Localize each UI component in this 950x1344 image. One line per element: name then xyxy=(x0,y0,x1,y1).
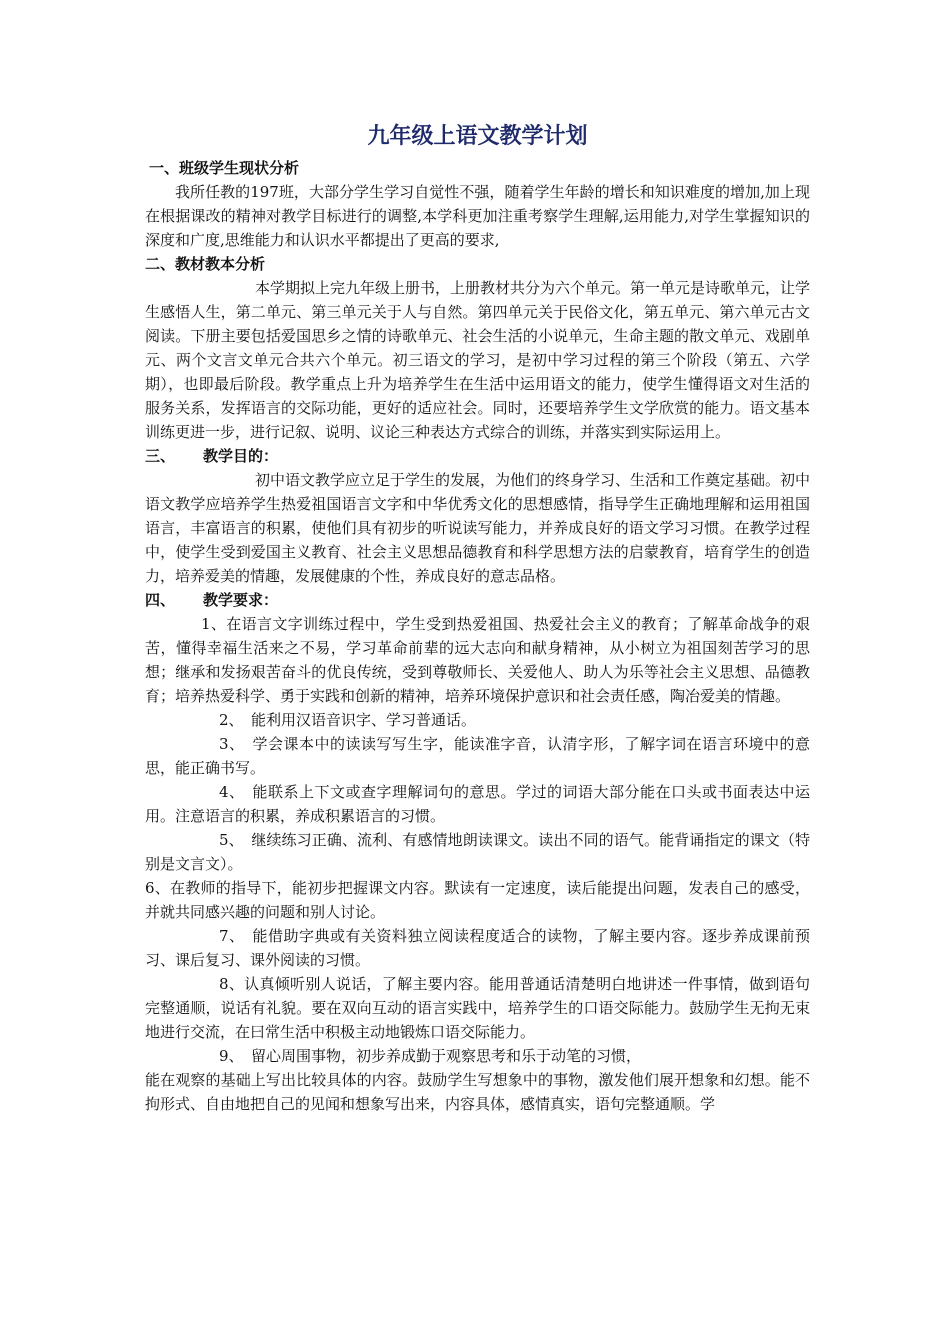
document-title: 九年级上语文教学计划 xyxy=(367,124,588,149)
requirement-item-2: 2、 能利用汉语音识字、学习普通话。 xyxy=(219,711,477,729)
section-paragraph-1: 我所任教的197班，大部分学生学习自觉性不强，随着学生年龄的增长和知识难度的增加,加上现在根据课改的精神对教学目标进行的调整,本学科更加注重考察学生理解,运用能力,对学生掌握知识的深度和广度,思维能力和认识水平都提出了更高的要求, xyxy=(145,183,810,249)
requirement-item-5: 5、 继续练习正确、流利、有感情地朗读课文。读出不同的语气。能背诵指定的课文（特别是文言文）。 xyxy=(145,831,810,873)
document-page xyxy=(145,120,810,1116)
requirement-item-9: 9、 留心周围事物，初步养成勤于观察思考和乐于动笔的习惯， xyxy=(219,1047,642,1065)
requirement-item-4: 4、 能联系上下文或查字理解词句的意思。学过的词语大部分能在口头或书面表达中运用。注意语言的积累，养成积累语言的习惯。 xyxy=(145,783,810,825)
section-heading-4 xyxy=(145,588,810,612)
requirement-item-6: 6、在教师的指导下，能初步把握课文内容。默读有一定速度，读后能提出问题，发表自己的感受，并就共同感兴趣的问题和别人讨论。 xyxy=(145,879,810,921)
section-paragraph-2: 本学期拟上完九年级上册书，上册教材共分为六个单元。第一单元是诗歌单元，让学生感悟人生，第二单元、第三单元关于人与自然。第四单元关于民俗文化，第五单元、第六单元古文阅读。下册主要包括爱国思乡之情的诗歌单元、社会生活的小说单元，生命主题的散文单元、戏剧单元、两个文言文单元合共六个单元。初三语文的学习，是初中学习过程的第三个阶段（第五、六学期），也即最后阶段。教学重点上升为培养学生在生活中运用语文的能力，使学生懂得语文对生活的服务关系，发挥语言的交际功能，更好的适应社会。同时，还要培养学生文学欣赏的能力。语文基本训练更进一步，进行记叙、说明、议论三种表达方式综合的训练，并落实到实际运用上。 xyxy=(145,279,811,441)
requirement-item-1: 1、在语言文字训练过程中，学生受到热爱祖国、热爱社会主义的教育；了解革命战争的艰苦，懂得幸福生活来之不易，学习革命前辈的远大志向和献身精神，从小树立为祖国刻苦学习的思想；继承和发扬艰苦奋斗的优良传统，受到尊敬师长、关爱他人、助人为乐等社会主义思想、品德教育；培养热爱科学、勇于实践和创新的精神，培养环境保护意识和社会责任感，陶冶爱美的情趣。 xyxy=(145,615,810,705)
section-paragraph-3: 初中语文教学应立足于学生的发展，为他们的终身学习、生活和工作奠定基础。初中语文教学应培养学生热爱祖国语言文字和中华优秀文化的思想感情，指导学生正确地理解和运用祖国语言，丰富语言的积累，使他们具有初步的听说读写能力，并养成良好的语文学习习惯。在教学过程中，使学生受到爱国主义教育、社会主义思想品德教育和科学思想方法的启蒙教育，培育学生的创造力，培养爱美的情趣，发展健康的个性，养成良好的意志品格。 xyxy=(145,471,811,585)
requirement-item-3: 3、 学会课本中的读读写写生字，能读准字音，认清字形，了解字词在语言环境中的意思，能正确书写。 xyxy=(145,735,810,777)
requirement-item-7: 7、 能借助字典或有关资料独立阅读程度适合的读物，了解主要内容。逐步养成课前预习、课后复习、课外阅读的习惯。 xyxy=(145,927,810,969)
section-heading-1: 一、班级学生现状分析 xyxy=(149,159,300,177)
section-number-4: 四、 xyxy=(145,591,176,609)
section-title-4: 教学要求： xyxy=(203,591,279,609)
section-heading-3 xyxy=(145,444,810,468)
section-heading-2: 二、教材教本分析 xyxy=(145,255,266,273)
section-number-3: 三、 xyxy=(145,447,176,465)
requirement-item-8: 8、认真倾听别人说话，了解主要内容。能用普通话清楚明白地讲述一件事情，做到语句完整通顺，说话有礼貌。要在双向互动的语言实践中，培养学生的口语交际能力。鼓励学生无拘无束地进行交流，在曰常生活中积极主动地锻炼口语交际能力。 xyxy=(145,975,810,1041)
section-title-3: 教学目的： xyxy=(203,447,279,465)
requirement-item-9-continued: 能在观察的基础上写出比较具体的内容。鼓励学生写想象中的事物，激发他们展开想象和幻想。能不拘形式、自由地把自己的见闻和想象写出来，内容具体，感情真实，语句完整通顺。学 xyxy=(145,1071,810,1113)
